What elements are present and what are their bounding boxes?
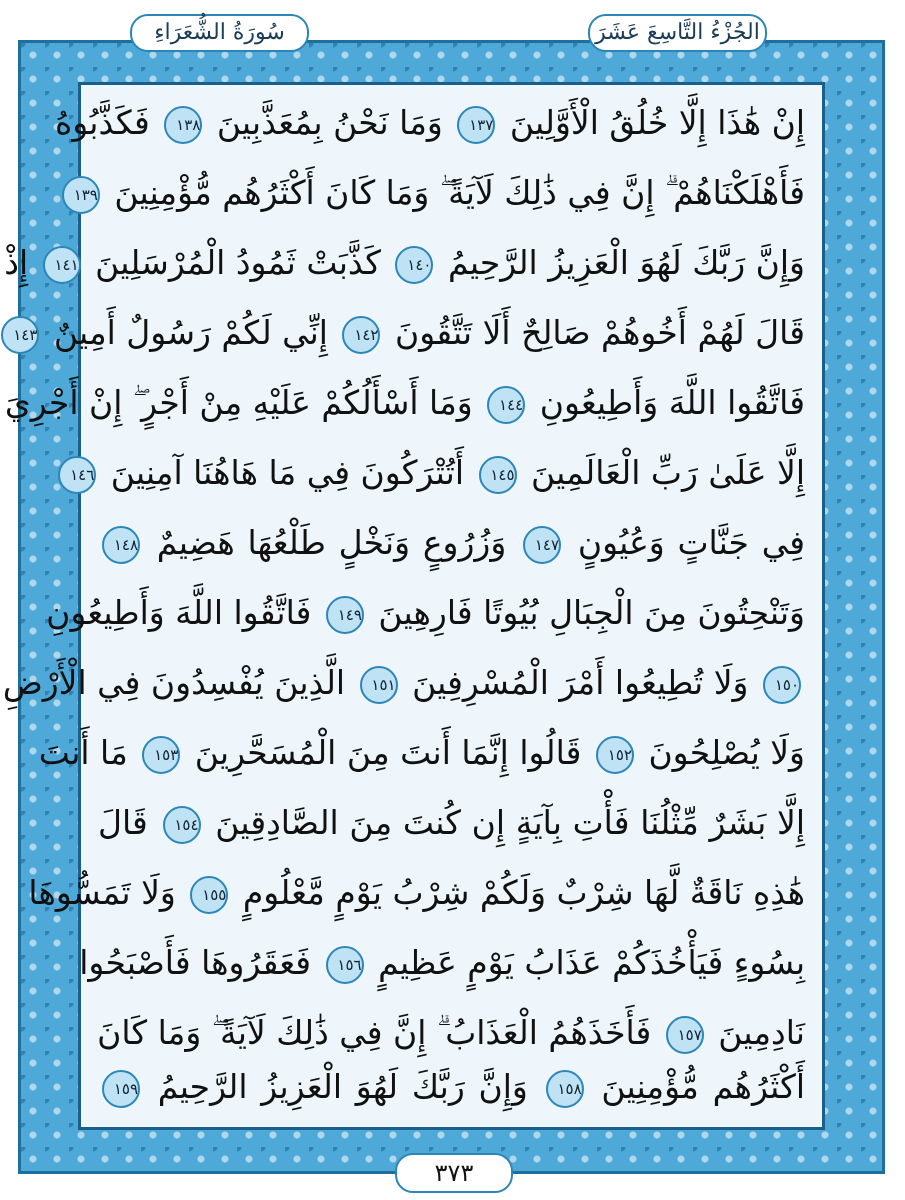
text-line-3 <box>4 228 805 298</box>
ayah-marker: ١٥٩ <box>102 1070 140 1108</box>
ayah-marker: ١٤٠ <box>395 246 433 284</box>
ayah-marker: ١٥٧ <box>666 1016 704 1054</box>
verse-text: وَزُرُوعٍ وَنَخْلٍ طَلْعُهَا هَضِيمٌ <box>156 523 507 562</box>
verse-text: فَعَقَرُوهَا فَأَصْبَحُوا <box>79 943 312 982</box>
verse-text: إِلَّا عَلَىٰ رَبِّ الْعَالَمِينَ <box>531 453 805 492</box>
ayah-marker: ١٥٨ <box>546 1070 584 1108</box>
ayah-marker: ١٤٦ <box>58 456 96 494</box>
ayah-marker: ١٥٣ <box>142 736 180 774</box>
text-line-8 <box>46 578 805 648</box>
verse-text: فَكَذَّبُوهُ <box>54 103 150 142</box>
text-line-15 <box>98 1052 805 1122</box>
verse-text: وَمَا أَسْأَلُكُمْ عَلَيْهِ مِنْ أَجْرٍ ۖ إِنْ أَجْرِيَ <box>4 383 473 422</box>
verse-text: قَالُوا إِنَّمَا أَنتَ مِنَ الْمُسَحَّرِينَ <box>194 733 582 772</box>
juz-name-label: الجُزْءُ التَّاسِعَ عَشَرَ <box>588 14 767 52</box>
verse-text: فَاتَّقُوا اللَّهَ وَأَطِيعُونِ <box>539 383 805 422</box>
surah-name-label: سُورَةُ الشُّعَرَاءِ <box>130 14 309 52</box>
verse-text: وَلَا تَمَسُّوهَا <box>28 873 176 912</box>
quran-page-text-area <box>2 88 819 1124</box>
verse-text: إِلَّا بَشَرٌ مِّثْلُنَا فَأْتِ بِآيَةٍ إِن كُنتَ مِنَ الصَّادِقِينَ <box>215 803 806 842</box>
text-line-6 <box>70 438 805 508</box>
verse-text: وَمَا نَحْنُ بِمُعَذَّبِينَ <box>216 103 443 142</box>
verse-text: أَكْثَرُهُم مُّؤْمِنِينَ <box>601 1067 805 1106</box>
ayah-marker: ١٤٤ <box>487 386 525 424</box>
ayah-marker: ١٤٢ <box>342 316 380 354</box>
text-line-5 <box>4 368 805 438</box>
verse-text: وَتَنْحِتُونَ مِنَ الْجِبَالِ بُيُوتًا فَارِهِينَ <box>378 593 805 632</box>
ayah-marker: ١٥٥ <box>190 876 228 914</box>
text-line-12 <box>28 858 805 928</box>
ayah-marker: ١٥٦ <box>326 946 364 984</box>
verse-text: فَأَخَذَهُمُ الْعَذَابُ ۗ إِنَّ فِي ذَٰلِكَ لَآيَةً ۖ وَمَا كَانَ <box>97 1013 652 1052</box>
verse-text: إِنْ هَٰذَا إِلَّا خُلُقُ الْأَوَّلِينَ <box>509 103 805 142</box>
ayah-marker: ١٥٢ <box>596 736 634 774</box>
verse-text: قَالَ <box>98 803 148 842</box>
ayah-marker: ١٤٧ <box>523 526 561 564</box>
text-line-4 <box>13 298 805 368</box>
verse-text: وَلَا يُصْلِحُونَ <box>648 733 805 772</box>
verse-text: قَالَ لَهُمْ أَخُوهُمْ صَالِحٌ أَلَا تَتَّقُونَ <box>394 313 805 352</box>
text-line-7 <box>98 508 805 578</box>
verse-text: مَا أَنتَ <box>38 733 128 772</box>
text-line-11 <box>98 788 805 858</box>
verse-text: فَأَهْلَكْنَاهُمْ ۗ إِنَّ فِي ذَٰلِكَ لَآيَةً ۖ وَمَا كَانَ أَكْثَرُهُم مُّؤْمِنِينَ <box>114 173 805 212</box>
verse-text: إِذْ <box>4 243 29 282</box>
ayah-marker: ١٤١ <box>43 246 81 284</box>
ayah-marker: ١٤٩ <box>326 596 364 634</box>
ayah-marker: ١٣٩ <box>62 176 100 214</box>
verse-text: هَٰذِهِ نَاقَةٌ لَّهَا شِرْبٌ وَلَكُمْ شِرْبُ يَوْمٍ مَّعْلُومٍ <box>242 873 805 912</box>
verse-text: كَذَّبَتْ ثَمُودُ الْمُرْسَلِينَ <box>95 243 381 282</box>
text-line-13 <box>79 928 805 998</box>
ayah-marker: ١٥١ <box>360 666 398 704</box>
ayah-marker: ١٤٨ <box>102 526 140 564</box>
verse-text: وَإِنَّ رَبَّكَ لَهُوَ الْعَزِيزُ الرَّحِيمُ <box>157 1067 528 1106</box>
verse-text: أَتُتْرَكُونَ فِي مَا هَاهُنَا آمِنِينَ <box>110 453 464 492</box>
ayah-marker: ١٤٥ <box>479 456 517 494</box>
verse-text: الَّذِينَ يُفْسِدُونَ فِي الْأَرْضِ <box>2 663 346 702</box>
verse-text: بِسُوءٍ فَيَأْخُذَكُمْ عَذَابُ يَوْمٍ عَظِيمٍ <box>378 943 805 982</box>
ayah-marker: ١٥٤ <box>163 806 201 844</box>
text-line-9 <box>2 648 805 718</box>
text-line-2 <box>73 158 805 228</box>
verse-text: نَادِمِينَ <box>718 1013 805 1052</box>
verse-text: فِي جَنَّاتٍ وَعُيُونٍ <box>577 523 805 562</box>
verse-text: وَإِنَّ رَبَّكَ لَهُوَ الْعَزِيزُ الرَّحِيمُ <box>447 243 805 282</box>
ayah-marker: ١٣٧ <box>457 106 495 144</box>
ayah-marker: ١٥٠ <box>763 666 801 704</box>
ayah-marker: ١٣٨ <box>164 106 202 144</box>
verse-text: إِنِّي لَكُمْ رَسُولٌ أَمِينٌ <box>53 313 328 352</box>
ayah-marker: ١٤٣ <box>1 316 39 354</box>
page-number: ٣٧٣ <box>395 1153 513 1193</box>
verse-text: وَلَا تُطِيعُوا أَمْرَ الْمُسْرِفِينَ <box>412 663 749 702</box>
verse-text: فَاتَّقُوا اللَّهَ وَأَطِيعُونِ <box>46 593 312 632</box>
text-line-1 <box>54 88 805 158</box>
text-line-10 <box>38 718 805 788</box>
